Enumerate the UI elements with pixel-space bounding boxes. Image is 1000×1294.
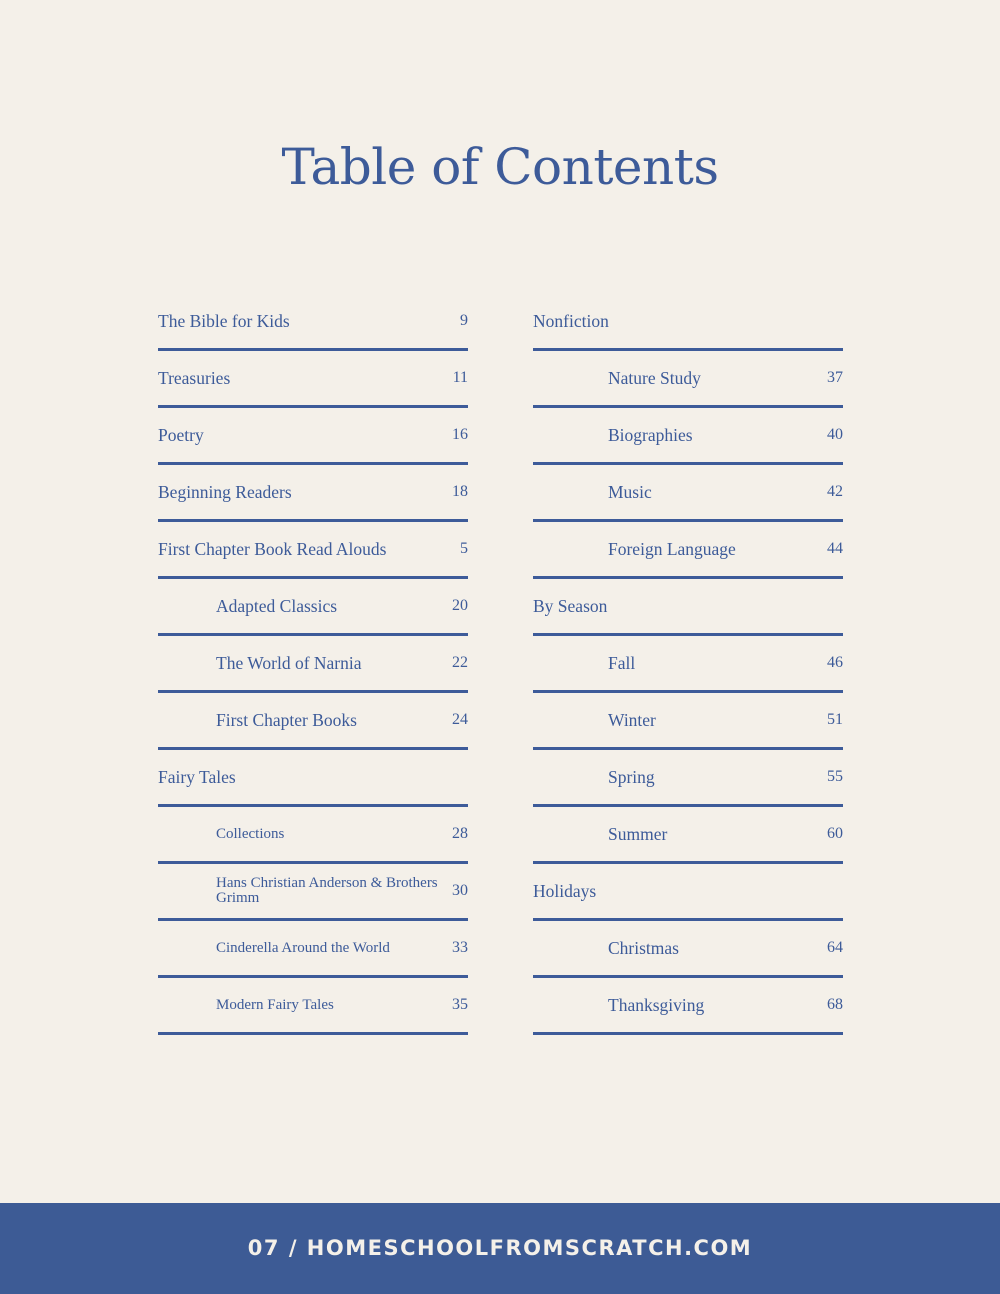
toc-entry[interactable] (158, 294, 468, 351)
toc-entry-label: Foreign Language (608, 538, 736, 559)
toc-entry-label: Adapted Classics (216, 595, 338, 616)
toc-entry[interactable] (533, 408, 843, 465)
toc-entry-page: 68 (827, 996, 843, 1013)
toc-entry[interactable] (533, 636, 843, 693)
toc-entry-page: 35 (452, 996, 468, 1013)
toc-entry[interactable] (158, 522, 468, 579)
toc-entry-label: First Chapter Book Read Alouds (158, 538, 387, 559)
toc-entry-label: Fall (608, 652, 636, 673)
toc-entry[interactable] (533, 351, 843, 408)
toc-entry[interactable] (533, 465, 843, 522)
toc-entry[interactable] (158, 864, 468, 921)
toc-left-column (158, 294, 468, 1035)
toc-entry[interactable] (533, 693, 843, 750)
toc-entry-page: 33 (452, 939, 468, 956)
page-title: Table of Contents (281, 138, 719, 196)
toc-entry-label: Spring (608, 766, 655, 787)
toc-entry[interactable] (158, 465, 468, 522)
toc-entry-label: Music (608, 481, 652, 502)
toc-entry-label: Fairy Tales (158, 766, 236, 787)
toc-entry[interactable] (533, 522, 843, 579)
toc-entry-page: 24 (452, 711, 468, 728)
toc-entry-label: Hans Christian Anderson & Brothers Grimm (216, 875, 438, 906)
toc-entry-label: First Chapter Books (216, 709, 357, 730)
toc-entry-label: Collections (216, 825, 285, 842)
toc-entry-page: 40 (827, 426, 843, 443)
toc-entry[interactable] (533, 921, 843, 978)
toc-entry-label: The Bible for Kids (158, 310, 290, 331)
toc-entry-page: 20 (452, 597, 468, 614)
toc-entry-label: Winter (608, 709, 656, 730)
toc-entry-label: Nonfiction (533, 310, 609, 331)
toc-entry-label: Treasuries (158, 367, 231, 388)
toc-entry[interactable] (533, 579, 843, 636)
toc-right-column (533, 294, 843, 1035)
toc-entry-label: By Season (533, 595, 608, 616)
toc-entry-label: Nature Study (608, 367, 701, 388)
toc-entry[interactable] (158, 693, 468, 750)
toc-entry-page: 5 (460, 540, 468, 557)
toc-entry-label: Beginning Readers (158, 481, 292, 502)
toc-entry[interactable] (533, 864, 843, 921)
toc-entry-page: 37 (827, 369, 843, 386)
page-footer: 07 / HOMESCHOOLFROMSCRATCH.COM (0, 1203, 1000, 1294)
toc-entry-page: 64 (827, 939, 843, 956)
toc-entry[interactable] (533, 978, 843, 1035)
toc-entry-page: 44 (827, 540, 843, 557)
toc-entry-page: 11 (452, 369, 468, 386)
toc-entry-label: Poetry (158, 424, 204, 445)
toc-entry-label: The World of Narnia (216, 652, 362, 673)
toc-entry-page: 28 (452, 825, 468, 842)
toc-entry-label: Modern Fairy Tales (216, 996, 334, 1013)
toc-entry[interactable] (158, 579, 468, 636)
toc-entry-label: Summer (608, 823, 668, 844)
toc-entry-label: Biographies (608, 424, 693, 445)
toc-entry[interactable] (533, 294, 843, 351)
toc-entry-label: Holidays (533, 880, 597, 901)
toc-entry[interactable] (533, 807, 843, 864)
toc-entry[interactable] (158, 921, 468, 978)
toc-entry-page: 9 (460, 312, 468, 329)
toc-entry-page: 51 (827, 711, 843, 728)
toc-entry[interactable] (158, 408, 468, 465)
toc-entry-label: Christmas (608, 937, 679, 958)
toc-entry[interactable] (158, 750, 468, 807)
toc-entry[interactable] (158, 351, 468, 408)
toc-entry-page: 30 (452, 882, 468, 899)
toc-entry[interactable] (158, 636, 468, 693)
toc-entry-page: 18 (452, 483, 468, 500)
toc-entry-page: 46 (827, 654, 843, 671)
toc-entry-page: 55 (827, 768, 843, 785)
toc-entry-label: Thanksgiving (608, 994, 705, 1015)
toc-entry-page: 22 (452, 654, 468, 671)
toc-entry-label: Cinderella Around the World (216, 939, 390, 956)
toc-entry[interactable] (158, 978, 468, 1035)
toc-entry-page: 42 (827, 483, 843, 500)
toc-entry-page: 16 (452, 426, 468, 443)
toc-entry[interactable] (158, 807, 468, 864)
toc-entry-page: 60 (827, 825, 843, 842)
toc-entry[interactable] (533, 750, 843, 807)
